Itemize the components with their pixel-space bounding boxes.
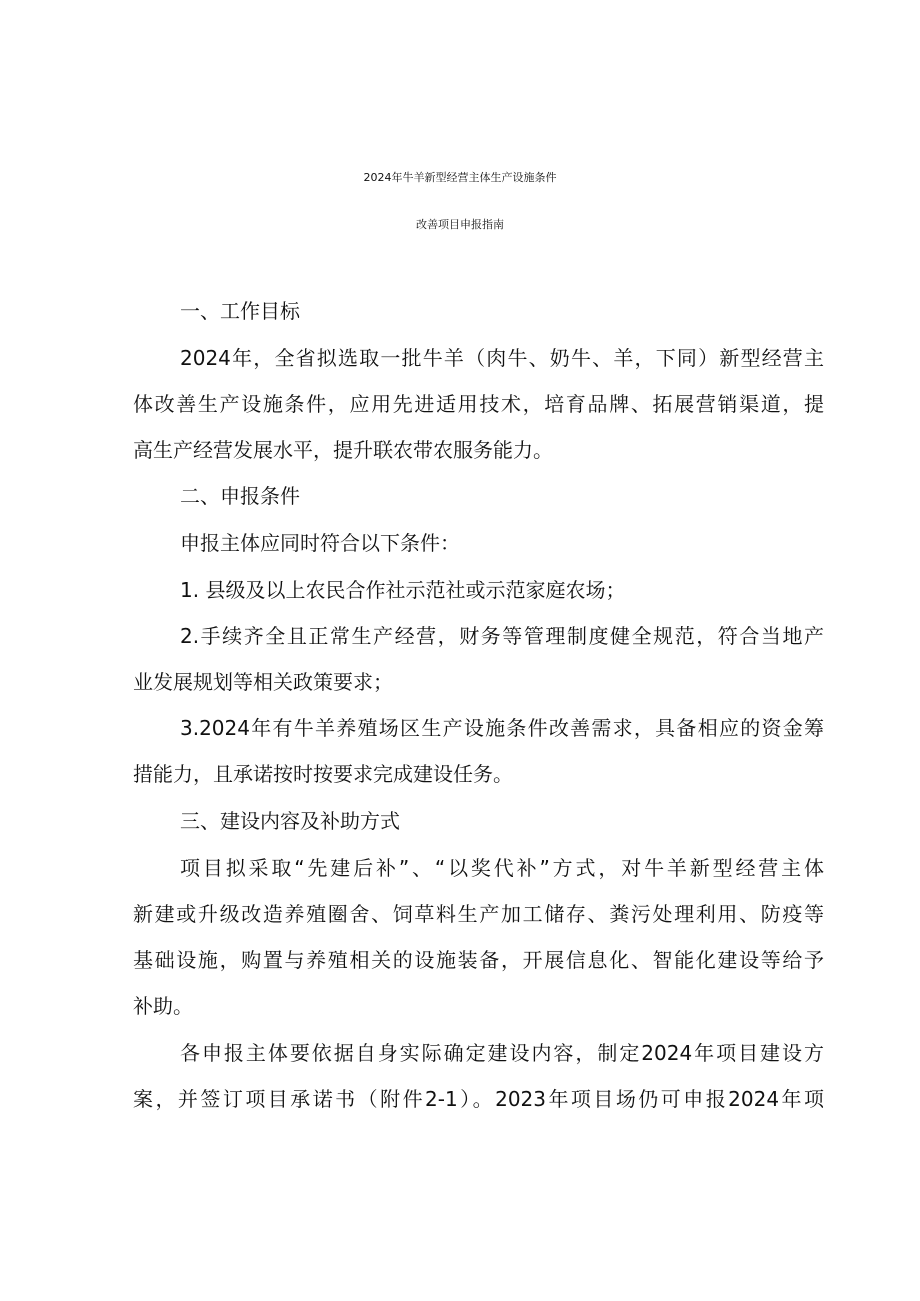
paragraph-line: 项目拟采取“先建后补”、“以奖代补”方式，对牛羊新型经营主体 <box>180 856 824 880</box>
paragraph-line: 高生产经营发展水平，提升联农带农服务能力。 <box>133 438 553 462</box>
section-heading-goals: 一、工作目标 <box>180 299 300 323</box>
document-title-line-2: 改善项目申报指南 <box>416 218 504 231</box>
paragraph-line: 基础设施，购置与养殖相关的设施装备，开展信息化、智能化建设等给予 <box>133 948 824 972</box>
paragraph-line: 体改善生产设施条件，应用先进适用技术，培育品牌、拓展营销渠道，提 <box>133 392 824 416</box>
document-title-line-1: 2024年牛羊新型经营主体生产设施条件 <box>363 171 557 184</box>
paragraph-line: 案，并签订项目承诺书（附件2-1）。2023年项目场仍可申报2024年项 <box>133 1087 824 1111</box>
paragraph-line: 各申报主体要依据自身实际确定建设内容，制定2024年项目建设方 <box>180 1041 824 1065</box>
paragraph-line: 2024年，全省拟选取一批牛羊（肉牛、奶牛、羊，下同）新型经营主 <box>180 346 824 370</box>
section-heading-conditions: 二、申报条件 <box>180 484 300 508</box>
paragraph-line: 申报主体应同时符合以下条件： <box>180 531 460 555</box>
paragraph-line: 补助。 <box>133 994 193 1018</box>
section-heading-construction: 三、建设内容及补助方式 <box>180 809 400 833</box>
list-item: 2.手续齐全且正常生产经营，财务等管理制度健全规范，符合当地产 <box>180 624 824 648</box>
paragraph-line: 新建或升级改造养殖圈舍、饲草料生产加工储存、粪污处理利用、防疫等 <box>133 902 824 926</box>
list-item: 1. 县级及以上农民合作社示范社或示范家庭农场； <box>180 578 626 602</box>
list-item-continuation: 措能力，且承诺按时按要求完成建设任务。 <box>133 762 513 786</box>
list-item-continuation: 业发展规划等相关政策要求； <box>133 670 393 694</box>
list-item: 3.2024年有牛羊养殖场区生产设施条件改善需求，具备相应的资金筹 <box>180 716 824 740</box>
